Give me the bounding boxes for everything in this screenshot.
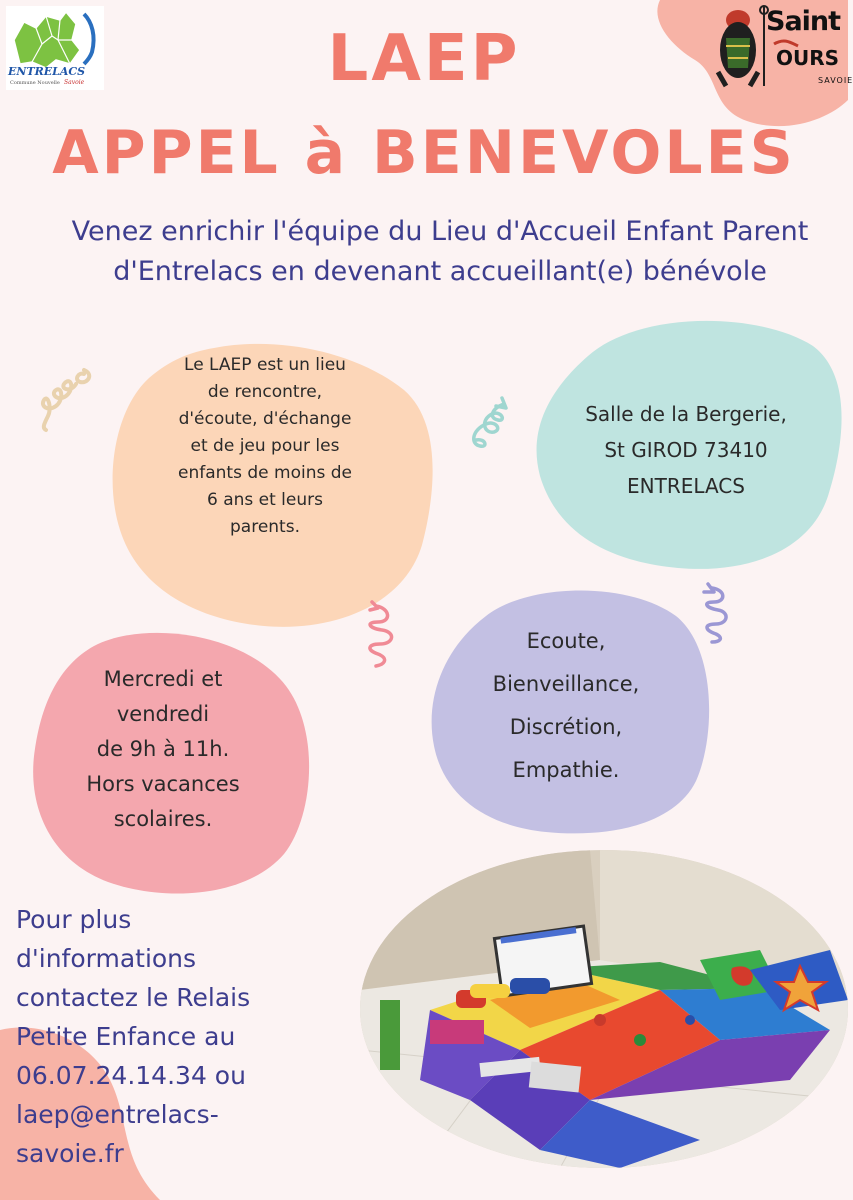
schedule-text: Mercredi et vendredi de 9h à 11h. Hors vacances scolaires. <box>86 667 240 831</box>
squiggle-icon <box>690 580 736 644</box>
page-title-line2: APPEL à BENEVOLES <box>52 118 796 188</box>
squiggle-icon <box>352 598 400 668</box>
values-text: Ecoute, Bienveillance, Discrétion, Empathie. <box>492 629 640 782</box>
play-mat-photo <box>360 850 848 1168</box>
laep-description-text: Le LAEP est un lieu de rencontre, d'écoute, d'échange et de jeu pour les enfants de moins de 6 ans et leurs parents. <box>178 355 352 537</box>
contact-info-text: Pour plus d'informations contactez le Relais Petite Enfance au 06.07.24.14.34 ou laep@entrelacs- savoie.fr <box>16 905 251 1168</box>
saint-ours-logo-line1: Saint <box>766 6 841 37</box>
squiggle-icon <box>462 394 510 456</box>
page-title-line1: LAEP <box>327 22 521 96</box>
squiggle-icon <box>36 366 96 432</box>
entrelacs-logo-savoie: Savoie <box>64 79 85 86</box>
location-text: Salle de la Bergerie, St GIROD 73410 ENTRELACS <box>585 402 787 498</box>
saint-ours-logo-line3: SAVOIE <box>818 76 853 85</box>
subtitle-invitation: Venez enrichir l'équipe du Lieu d'Accueil Enfant Parent d'Entrelacs en devenant accueillant(e) bénévole <box>71 216 809 287</box>
saint-ours-logo-line2: OURS <box>776 46 840 70</box>
entrelacs-logo-subtitle: Commune Nouvelle <box>10 80 60 86</box>
entrelacs-logo-name: ENTRELACS <box>8 65 86 78</box>
